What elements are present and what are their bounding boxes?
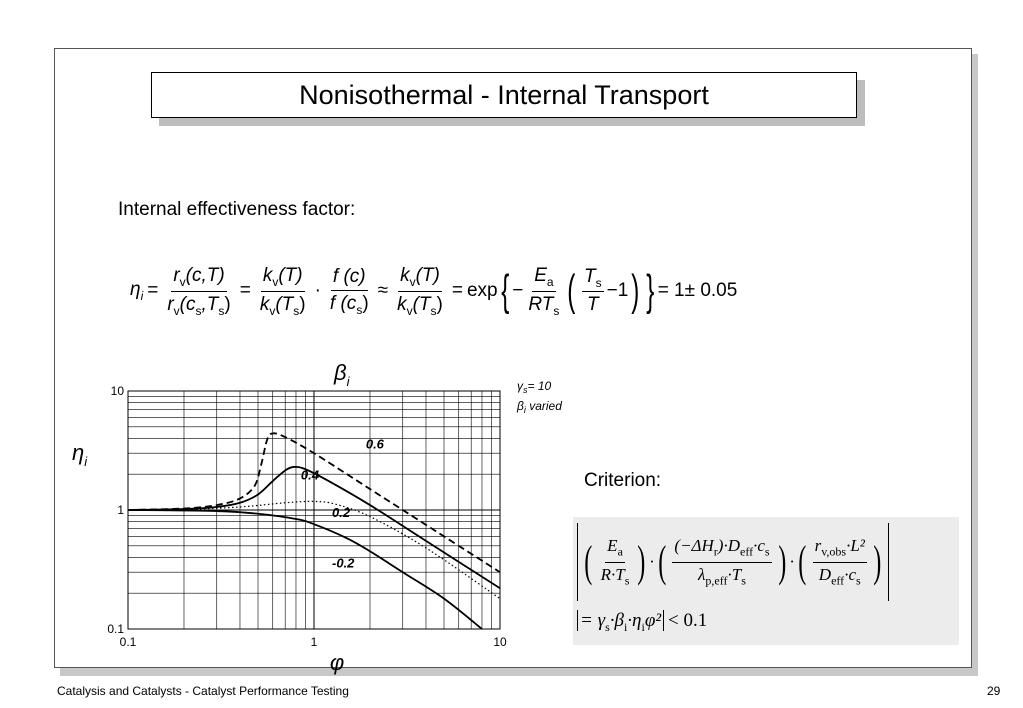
ann1-main: γ [517, 379, 523, 393]
k2-num-arg: (T) [415, 264, 440, 286]
ea-sub: a [546, 274, 554, 289]
right-paren: ) [631, 266, 640, 315]
crit-dh-sub: r [713, 544, 718, 559]
criterion-line-2 [577, 610, 707, 635]
rv-den: r [167, 293, 174, 315]
rate-den: $r_v(c_s,T_s)$ [167, 293, 231, 318]
crit-cs-sub: s [764, 544, 770, 559]
y-tick-label: 0.1 [107, 622, 124, 636]
ts-sub: s [595, 275, 602, 290]
crit-rts [599, 563, 632, 588]
k1-den: $k_v(T_s)$ [259, 293, 306, 318]
f-num-text: f (c) [332, 265, 366, 287]
crit2-phi: φ² [644, 610, 662, 631]
exp-text: exp [466, 280, 498, 301]
crit-rts-text: R·T [600, 564, 625, 584]
k2-den: $k_v(T_s)$ [397, 293, 443, 318]
annotation-line-1 [517, 379, 552, 395]
k2-den-arg: (T [412, 293, 431, 315]
crit-d-cs: ·c [844, 564, 856, 584]
crit-lambda-ts-sub: s [741, 572, 746, 587]
y-axis-label-sub: i [84, 454, 88, 469]
crit-l2: ·L² [846, 536, 865, 556]
crit-paren-r3: ) [873, 537, 882, 586]
k2-num-k: k [400, 264, 410, 286]
rts-sub: s [553, 303, 560, 318]
rv-num-sub: v [179, 274, 186, 289]
k2-num-sub: v [409, 274, 416, 289]
series-line--0.2 [128, 510, 482, 629]
crit2-g: = γ [580, 610, 606, 631]
x-tick-label: 1 [310, 635, 318, 649]
crit2-b-sub: i [623, 619, 628, 634]
crit-paren-l1: ( [584, 537, 593, 586]
eq-approx: ≈ [377, 280, 389, 301]
eq-result: = 1± 0.05 [657, 280, 738, 301]
crit-frac-3 [813, 536, 867, 588]
top-axis-label [333, 360, 351, 389]
crit-dot-1: · [649, 552, 655, 571]
y-axis-label [72, 440, 88, 469]
crit-paren-l3: ( [798, 537, 807, 586]
eq-dot: · [314, 280, 321, 301]
eta-sub: i [140, 288, 144, 303]
k1-den-arg: (T [275, 293, 294, 315]
crit-cs: ·c [753, 536, 765, 556]
chart-ticks [107, 384, 507, 649]
f-den: f $(c_s)$ [329, 292, 369, 317]
crit-lambda-rest: ·T [727, 564, 742, 584]
crit-rts-sub: s [624, 572, 630, 587]
rv-den-args: (c [179, 293, 196, 315]
crit2-bar-r [661, 610, 664, 631]
exp-minus: − [512, 280, 524, 301]
crit-paren-r2: ) [777, 537, 786, 586]
x-tick-label: 0.1 [119, 635, 137, 649]
x-tick-label: 10 [493, 635, 507, 649]
crit-dot-2: · [789, 552, 795, 571]
eq-equals-2: = [239, 280, 251, 301]
k1-num-arg: (T) [278, 264, 303, 286]
crit-ea [605, 536, 625, 562]
t-text: T [587, 294, 599, 316]
series-label--0.2: -0.2 [332, 555, 355, 571]
left-brace: { [500, 266, 509, 315]
k1-den-arg-sub: s [293, 303, 300, 318]
y-tick-label: 10 [110, 384, 124, 398]
k2-den-arg-sub: s [430, 303, 437, 318]
ann2-main: β [517, 399, 524, 413]
footer-left: Catalysis and Catalysts - Catalyst Performance Testing [57, 684, 349, 698]
crit-lambda-text: λ [698, 564, 706, 584]
crit-d-sub: eff [831, 572, 845, 587]
top-label-main: β [334, 360, 347, 385]
series-label-0.2: 0.2 [332, 505, 351, 521]
crit-paren-l2: ( [658, 537, 667, 586]
k1-den-sub: v [269, 303, 276, 318]
series-label-0.6: 0.6 [365, 436, 384, 452]
x-axis-label: φ [329, 650, 345, 675]
one-minus: −1 [606, 280, 629, 301]
rv-den-args-sub: s [195, 303, 202, 318]
ann2-sub: i [523, 405, 526, 415]
crit-d [817, 563, 863, 588]
annotation-line-2 [516, 399, 562, 415]
rts-text: RT [528, 293, 554, 315]
eta-text: η [130, 279, 141, 301]
crit-dh-rest: )·D [717, 536, 740, 556]
crit-rv [813, 536, 867, 562]
right-brace: } [646, 266, 655, 315]
ea-text: E [534, 264, 547, 286]
crit2-e: ·η [627, 610, 642, 631]
criterion-label: Criterion: [584, 470, 662, 491]
crit-dh [672, 536, 771, 562]
rv-den-args2: ,T [201, 293, 219, 315]
crit-frac-2 [672, 536, 771, 588]
ts-text: T [584, 265, 596, 287]
crit2-e-sub: i [641, 619, 645, 634]
f-den-sub: s [356, 302, 363, 317]
crit-rv-text: r [814, 536, 822, 556]
k1-den-k: k [259, 293, 270, 315]
crit-ea-text: E [607, 536, 618, 556]
top-label-sub: i [346, 374, 350, 389]
rv-den-sub: v [173, 303, 180, 318]
k2-den-k: k [397, 293, 407, 315]
crit-frac-1 [599, 536, 632, 588]
left-paren: ( [567, 266, 576, 315]
rv-num: r [173, 264, 180, 286]
crit-d-cs-sub: s [855, 572, 861, 587]
crit-rv-sub: v,obs [821, 544, 847, 559]
ann2-rest: varied [525, 399, 562, 413]
subtitle: Internal effectiveness factor: [118, 199, 356, 220]
y-tick-label: 1 [117, 503, 124, 517]
eq-equals-3: = [451, 280, 463, 301]
crit-d-text: D [818, 564, 832, 584]
criterion-expression [577, 523, 889, 601]
rv-den-args2-sub: s [218, 303, 225, 318]
y-axis-label-main: η [72, 440, 85, 465]
crit-paren-r1: ) [637, 537, 646, 586]
crit-lambda [696, 563, 748, 588]
crit2-end: < 0.1 [668, 610, 708, 631]
rv-num-args: (c,T) [185, 264, 225, 286]
crit2-g-sub: s [605, 619, 610, 634]
crit-deff-sub: eff [740, 544, 754, 559]
crit-ea-sub: a [617, 544, 623, 559]
criterion-box [573, 517, 959, 645]
ann1-rest: = 10 [527, 379, 552, 393]
k1-num-k: k [262, 264, 273, 286]
page-number: 29 [987, 684, 1001, 698]
f-den-text: f (c [329, 292, 357, 314]
crit-lambda-sub: p,eff [705, 572, 728, 587]
series-label-0.4: 0.4 [300, 467, 319, 483]
ann1-sub: s [523, 385, 528, 395]
slide-title: Nonisothermal - Internal Transport [151, 72, 857, 118]
crit2-b: ·β [609, 610, 624, 631]
k2-den-sub: v [406, 303, 413, 318]
eq-equals-1: = [147, 280, 159, 301]
series-labels [301, 436, 385, 570]
crit-dh-text: (−ΔH [674, 536, 714, 556]
k1-num-sub: v [272, 274, 279, 289]
